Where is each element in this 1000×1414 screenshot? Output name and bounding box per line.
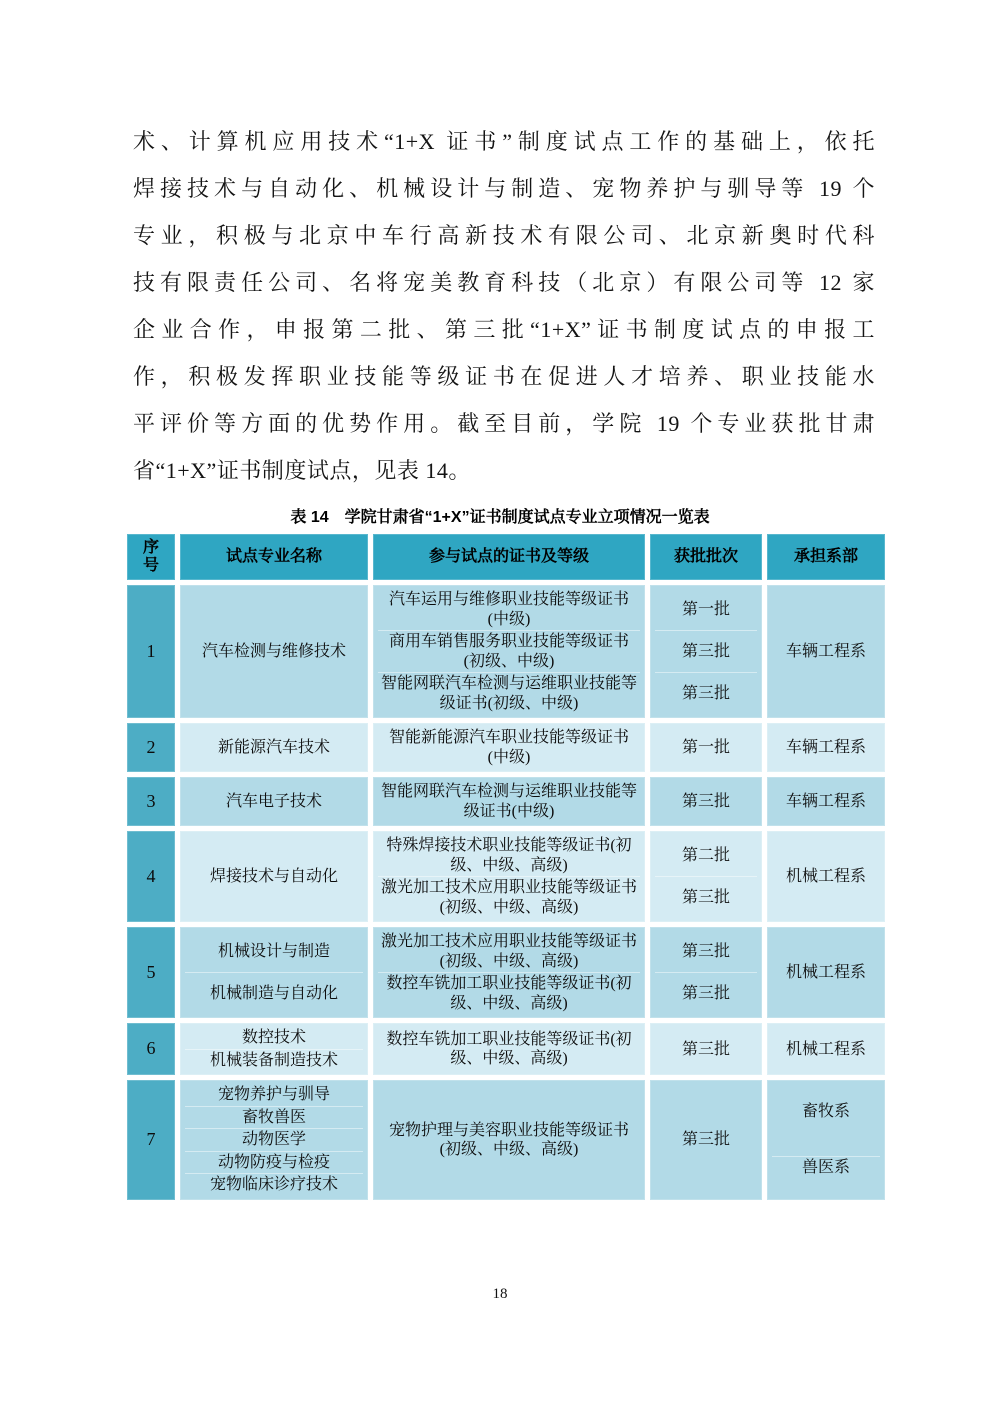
paragraph-line: 平评价等方面的优势作用。截至目前，学院 19 个专业获批甘肃 xyxy=(133,411,875,436)
batch-cell xyxy=(650,1080,762,1200)
header-cell-dept xyxy=(767,534,885,580)
data-table xyxy=(127,534,885,1200)
dept-cell xyxy=(767,585,885,718)
major-cell xyxy=(180,585,368,718)
major-item: 汽车检测与维修技术 xyxy=(201,642,346,660)
batch-item: 第一批 xyxy=(681,600,730,618)
major-item: 汽车电子技术 xyxy=(225,792,322,810)
batch-cell xyxy=(650,585,762,718)
major-cell xyxy=(180,777,368,826)
paragraph-line: 作，积极发挥职业技能等级证书在促进人才培养、职业技能水 xyxy=(133,364,875,389)
batch-item: 第三批 xyxy=(655,972,757,1014)
dept-item: 畜牧系 xyxy=(801,1103,850,1121)
paragraph-line: 省“1+X”证书制度试点，见表 14。 xyxy=(133,458,471,483)
major-cell xyxy=(180,1023,368,1075)
body-paragraph xyxy=(133,118,875,494)
table-row xyxy=(127,927,885,1018)
cert-item: 数控车铣加工职业技能等级证书(初级、中级、高级) xyxy=(378,972,640,1014)
major-item: 宠物养护与驯导 xyxy=(217,1086,330,1104)
batch-cell xyxy=(650,777,762,826)
seq-cell: 4 xyxy=(127,831,175,922)
table-row xyxy=(127,777,885,826)
cert-item: 智能网联汽车检测与运维职业技能等级证书(中级) xyxy=(380,783,637,820)
seq-cell: 7 xyxy=(127,1080,175,1200)
dept-cell xyxy=(767,723,885,772)
major-item: 机械制造与自动化 xyxy=(185,972,363,1014)
header-cell-label: 承担系部 xyxy=(793,548,858,566)
cert-cell xyxy=(373,723,645,772)
header-cell-major xyxy=(180,534,368,580)
dept-item: 车辆工程系 xyxy=(785,792,866,810)
header-cell-seq xyxy=(127,534,175,580)
paragraph-line: 技有限责任公司、名将宠美教育科技（北京）有限公司等 12 家 xyxy=(133,270,875,295)
batch-cell xyxy=(650,927,762,1018)
dept-item: 车辆工程系 xyxy=(785,642,866,660)
header-cell-label: 获批批次 xyxy=(673,548,738,566)
cert-item: 宠物护理与美容职业技能等级证书(初级、中级、高级) xyxy=(388,1121,629,1159)
major-item: 动物医学 xyxy=(185,1128,363,1151)
batch-item: 第三批 xyxy=(655,672,757,714)
batch-item: 第三批 xyxy=(681,792,730,810)
dept-cell xyxy=(767,927,885,1018)
batch-item: 第三批 xyxy=(681,1040,730,1058)
dept-cell xyxy=(767,777,885,826)
cert-item: 激光加工技术应用职业技能等级证书(初级、中级、高级) xyxy=(380,933,637,970)
table-row xyxy=(127,723,885,772)
batch-cell xyxy=(650,831,762,922)
cert-cell xyxy=(373,831,645,922)
header-cell-label: 试点专业名称 xyxy=(225,548,322,566)
batch-cell xyxy=(650,723,762,772)
major-item: 畜牧兽医 xyxy=(185,1106,363,1129)
cert-cell xyxy=(373,585,645,718)
cert-item: 数控车铣加工职业技能等级证书(初级、中级、高级) xyxy=(386,1030,632,1068)
dept-item: 机械工程系 xyxy=(785,1040,866,1058)
major-item: 机械设计与制造 xyxy=(217,942,330,960)
cert-item: 智能网联汽车检测与运维职业技能等级证书(初级、中级) xyxy=(378,672,640,714)
dept-item: 车辆工程系 xyxy=(785,738,866,756)
batch-cell xyxy=(650,1023,762,1075)
table-row xyxy=(127,831,885,922)
header-cell-label: 序号 xyxy=(142,538,159,574)
cert-item: 激光加工技术应用职业技能等级证书(初级、中级、高级) xyxy=(378,876,640,918)
dept-cell xyxy=(767,1080,885,1200)
table-row xyxy=(127,1023,885,1075)
seq-cell: 5 xyxy=(127,927,175,1018)
page-number: 18 xyxy=(492,1286,508,1302)
dept-item: 机械工程系 xyxy=(785,867,866,885)
dept-cell xyxy=(767,1023,885,1075)
paragraph-line: 专业，积极与北京中车行高新技术有限公司、北京新奥时代科 xyxy=(133,223,875,248)
table-row xyxy=(127,585,885,718)
seq-cell: 2 xyxy=(127,723,175,772)
table-caption: 表 14 学院甘肃省“1+X”证书制度试点专业立项情况一览表 xyxy=(290,509,710,526)
dept-item: 机械工程系 xyxy=(785,963,866,981)
table-header-row xyxy=(127,534,885,580)
major-item: 机械装备制造技术 xyxy=(185,1049,363,1072)
major-item: 动物防疫与检疫 xyxy=(185,1151,363,1174)
table-row xyxy=(127,1080,885,1200)
major-item: 宠物临床诊疗技术 xyxy=(185,1173,363,1196)
paragraph-line: 术、计算机应用技术“1+X 证书”制度试点工作的基础上，依托 xyxy=(133,129,875,154)
batch-item: 第三批 xyxy=(655,630,757,672)
header-cell-label: 参与试点的证书及等级 xyxy=(428,548,589,566)
major-cell xyxy=(180,723,368,772)
major-cell xyxy=(180,927,368,1018)
cert-cell xyxy=(373,1080,645,1200)
major-cell xyxy=(180,1080,368,1200)
major-item: 焊接技术与自动化 xyxy=(209,867,338,885)
paragraph-line: 焊接技术与自动化、机械设计与制造、宠物养护与驯导等 19 个 xyxy=(133,176,875,201)
cert-cell xyxy=(373,927,645,1018)
cert-item: 汽车运用与维修职业技能等级证书(中级) xyxy=(388,591,629,628)
major-item: 数控技术 xyxy=(241,1029,306,1047)
batch-item: 第一批 xyxy=(681,738,730,756)
seq-cell: 6 xyxy=(127,1023,175,1075)
seq-cell: 3 xyxy=(127,777,175,826)
cert-item: 特殊焊接技术职业技能等级证书(初级、中级、高级) xyxy=(386,837,632,874)
cert-item: 智能新能源汽车职业技能等级证书(中级) xyxy=(388,729,629,766)
cert-item: 商用车销售服务职业技能等级证书(初级、中级) xyxy=(378,630,640,672)
header-cell-batch xyxy=(650,534,762,580)
seq-cell: 1 xyxy=(127,585,175,718)
batch-item: 第三批 xyxy=(681,942,730,960)
batch-item: 第二批 xyxy=(681,846,730,864)
cert-cell xyxy=(373,1023,645,1075)
header-cell-cert xyxy=(373,534,645,580)
major-item: 新能源汽车技术 xyxy=(217,738,330,756)
cert-cell xyxy=(373,777,645,826)
paragraph-line: 企业合作，申报第二批、第三批“1+X”证书制度试点的申报工 xyxy=(133,317,875,342)
dept-item: 兽医系 xyxy=(772,1156,880,1179)
batch-item: 第三批 xyxy=(681,1131,730,1149)
major-cell xyxy=(180,831,368,922)
batch-item: 第三批 xyxy=(655,876,757,918)
dept-cell xyxy=(767,831,885,922)
